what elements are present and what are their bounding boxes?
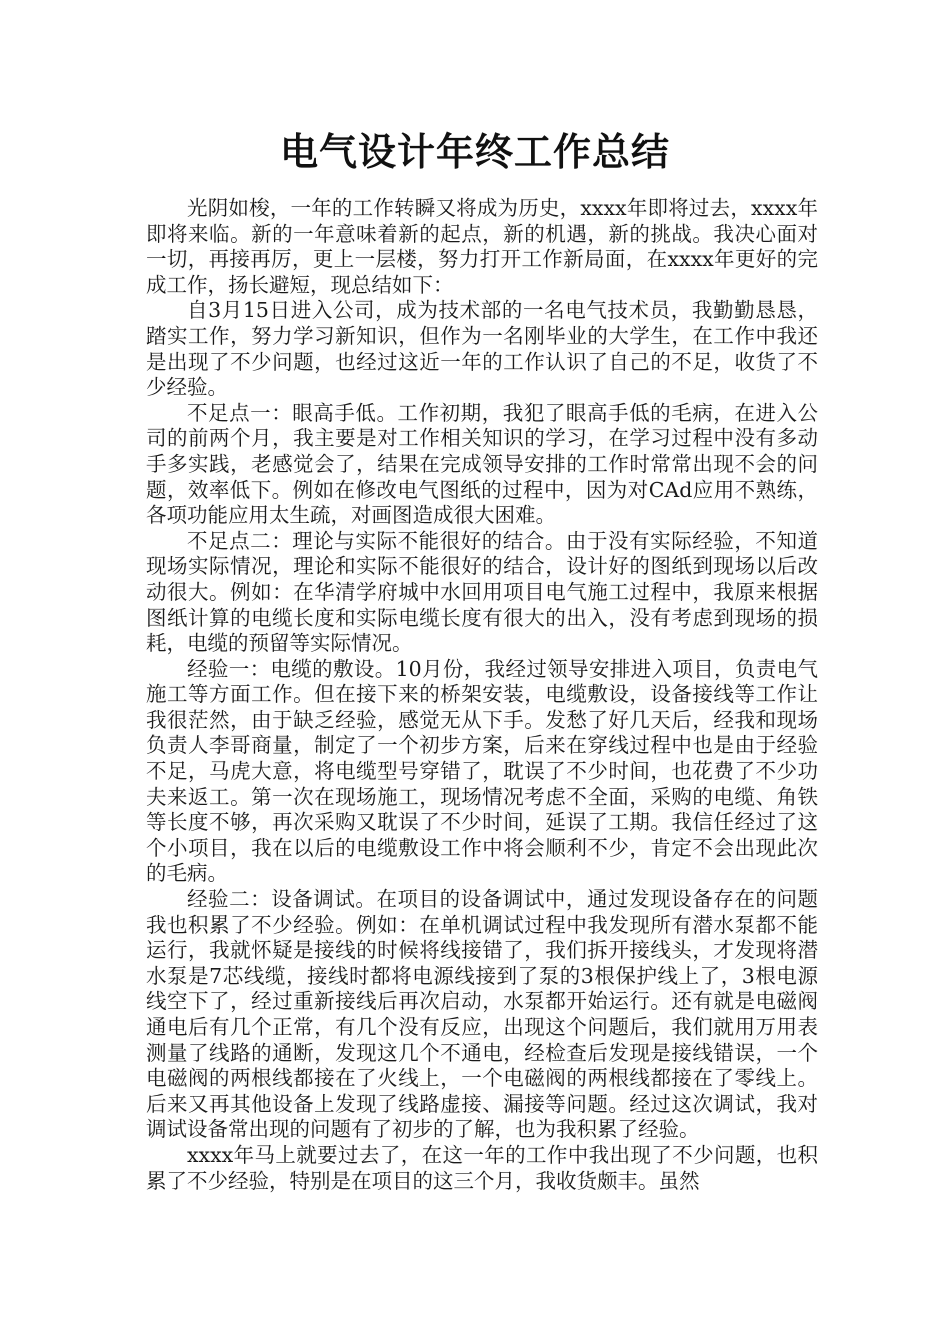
paragraph-intro: 光阴如梭，一年的工作转瞬又将成为历史，xxxx年即将过去，xxxx年即将来临。新的一年意味着新的起点，新的机遇，新的挑战。我决心面对一切，再接再厉，更上一层楼，努力打开工作新局面，在xxxx年更好的完成工作，扬长避短，现总结如下： <box>146 196 818 297</box>
document-body <box>146 196 818 1194</box>
paragraph-closing: xxxx年马上就要过去了，在这一年的工作中我出现了不少问题，也积累了不少经验，特别是在项目的这三个月，我收货颇丰。虽然 <box>146 1142 818 1193</box>
paragraph-shortcoming-1: 不足点一：眼高手低。工作初期，我犯了眼高手低的毛病，在进入公司的前两个月，我主要是对工作相关知识的学习，在学习过程中没有多动手多实践，老感觉会了，结果在完成领导安排的工作时常常出现不会的问题，效率低下。例如在修改电气图纸的过程中，因为对CAd应用不熟练，各项功能应用太生疏，对画图造成很大困难。 <box>146 400 818 528</box>
paragraph-experience-1: 经验一：电缆的敷设。10月份，我经过领导安排进入项目，负责电气施工等方面工作。但在接下来的桥架安装，电缆敷设，设备接线等工作让我很茫然，由于缺乏经验，感觉无从下手。发愁了好几天后，经我和现场负责人李哥商量，制定了一个初步方案，后来在穿线过程中也是由于经验不足，马虎大意，将电缆型号穿错了，耽误了不少时间，也花费了不少功夫来返工。第一次在现场施工，现场情况考虑不全面，采购的电缆、角铁等长度不够，再次采购又耽误了不少时间，延误了工期。我信任经过了这个小项目，我在以后的电缆敷设工作中将会顺利不少，肯定不会出现此次的毛病。 <box>146 656 818 886</box>
paragraph-experience-2: 经验二：设备调试。在项目的设备调试中，通过发现设备存在的问题我也积累了不少经验。例如：在单机调试过程中我发现所有潜水泵都不能运行，我就怀疑是接线的时候将线接错了，我们拆开接线头，才发现将潜水泵是7芯线缆，接线时都将电源线接到了泵的3根保护线上了，3根电源线空下了，经过重新接线后再次启动，水泵都开始运行。还有就是电磁阀通电后有几个正常，有几个没有反应，出现这个问题后，我们就用万用表测量了线路的通断，发现这几个不通电，经检查后发现是接线错误，一个电磁阀的两根线都接在了火线上，一个电磁阀的两根线都接在了零线上。后来又再其他设备上发现了线路虚接、漏接等问题。经过这次调试，我对调试设备常出现的问题有了初步的了解，也为我积累了经验。 <box>146 887 818 1142</box>
paragraph-shortcoming-2: 不足点二：理论与实际不能很好的结合。由于没有实际经验，不知道现场实际情况，理论和实际不能很好的结合，设计好的图纸到现场以后改动很大。例如：在华清学府城中水回用项目电气施工过程中，我原来根据图纸计算的电缆长度和实际电缆长度有很大的出入，没有考虑到现场的损耗，电缆的预留等实际情况。 <box>146 528 818 656</box>
paragraph-joining: 自3月15日进入公司，成为技术部的一名电气技术员，我勤勤恳恳，踏实工作，努力学习新知识，但作为一名刚毕业的大学生，在工作中我还是出现了不少问题，也经过这近一年的工作认识了自己的不足，收货了不少经验。 <box>146 298 818 400</box>
document-title: 电气设计年终工作总结 <box>279 130 670 174</box>
